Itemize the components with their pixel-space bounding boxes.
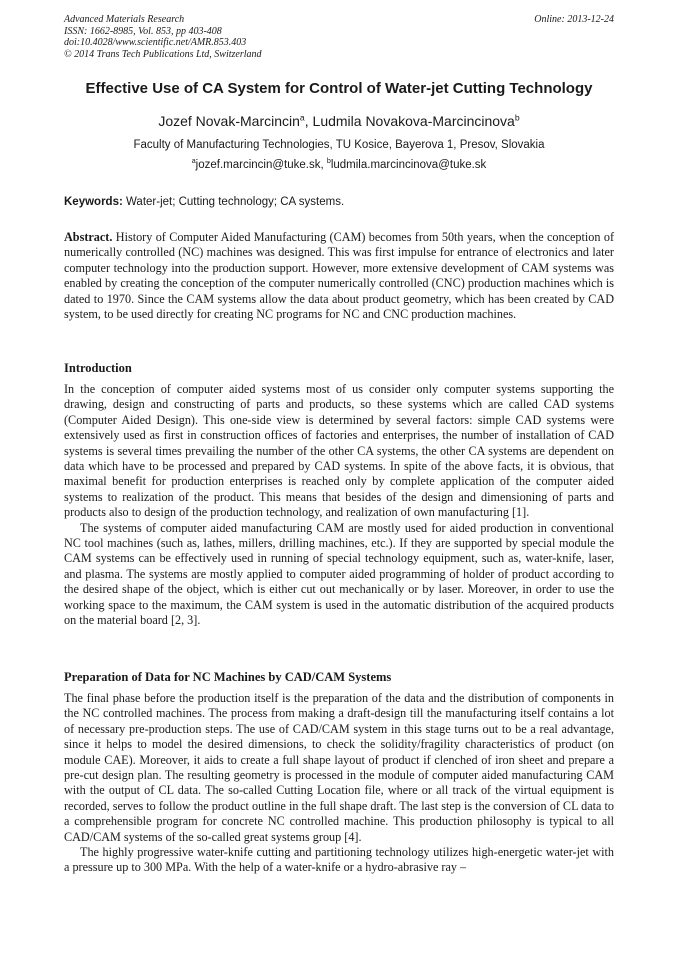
author-line [40, 112, 638, 130]
online-date: Online: 2013-12-24 [534, 14, 614, 25]
email-2: ludmila.marcincinova@tuke.sk [330, 159, 487, 171]
introduction-body [64, 382, 614, 629]
email-1-sup: a [191, 157, 196, 166]
keywords-label: Keywords: [64, 196, 123, 208]
paper-title: Effective Use of CA System for Control of Water-jet Cutting Technology [85, 80, 593, 97]
keywords [64, 195, 614, 209]
author-2-sup: b [514, 112, 520, 123]
paragraph: The systems of computer aided manufacturing CAM are mostly used for aided production in conventional NC tool machines (such as, lathes, millers, drilling machines, etc.). If they are supported by special module the CAM systems can be effectively used in running of special technology equipment, such as, water-knife, laser, and plasma. The systems are mostly applied to computer aided programming of holder of product according to the desired shape of the object, which is either cut out mechanically or by laser. Moreover, in order to use the working space to the maximum, the CAM system is used in the automatic distribution of the acquired products on the material board [2, 3]. [64, 520, 614, 628]
abstract-text: History of Computer Aided Manufacturing (CAM) becomes from 50th years, when the conception of numerically controlled (NC) machines was designed. This was first impulse for entrance of electronics and later computer technology into the production support. However, more extensive development of CAM systems was enabled by creating the conception of the computer numerically controlled (CNC) production machines which is dated to 1970. Since the CAM systems allow the data about product geometry, which has been created by CAD system, to be used directly for creating NC programs for NC and CNC production machines. [64, 230, 614, 322]
journal-name: Advanced Materials Research [64, 14, 185, 25]
email-2-sup: b [326, 157, 331, 166]
email-line [40, 158, 638, 172]
journal-header [64, 14, 614, 60]
publication-info [64, 14, 614, 60]
copyright-line: © 2014 Trans Tech Publications Ltd, Switzerland [64, 48, 262, 60]
preparation-body [64, 691, 614, 876]
paragraph: The highly progressive water-knife cutting and partitioning technology utilizes high-energetic water-jet with a pressure up to 300 MPa. With the help of a water-knife or a hydro-abrasive ray – [64, 845, 614, 875]
author-separator: , [304, 113, 313, 129]
affiliation: Faculty of Manufacturing Technologies, TU Kosice, Bayerova 1, Presov, Slovakia [133, 139, 545, 151]
author-2: Ludmila Novakova-Marcincinova [312, 113, 515, 129]
paragraph: The final phase before the production itself is the preparation of the data and the distribution of components in the NC controlled machines. The process from making a draft-design till the manufacturing itself contains a lot of necessary pre-production steps. The use of CAD/CAM system in this stage turns out to be a real advantage, since it helps to model the desired dimensions, to check the solidity/fragility characteristics of product (on module CAE). Moreover, it aids to create a full shape layout of product if clenched of iron sheet and prepare a pre-cut design plan. The resulting geometry is processed in the module of computer aided manufacturing CAM with the output of CL data. The so-called Cutting Location file, where or all track of the virtual equipment is recorded, serves to follow the product outline in the full shape draft. The last step is the conversion of CL data to a comprehensible program for concrete NC controlled machine. This production philosophy is typical to all CAD/CAM systems of the so-called great systems group [4]. [64, 691, 614, 844]
keywords-text: Water-jet; Cutting technology; CA systems. [122, 196, 345, 208]
section-heading-introduction: Introduction [64, 361, 132, 375]
author-1-sup: a [299, 112, 305, 123]
section-heading-preparation: Preparation of Data for NC Machines by CAD/CAM Systems [64, 670, 392, 684]
issn-line: ISSN: 1662-8985, Vol. 853, pp 403-408 [64, 25, 222, 37]
doi-line: doi:10.4028/www.scientific.net/AMR.853.403 [64, 37, 247, 48]
abstract-label: Abstract. [64, 230, 113, 244]
abstract [64, 230, 614, 322]
author-1: Jozef Novak-Marcincin [158, 113, 300, 129]
email-1: jozef.marcincin@tuke.sk, [195, 159, 327, 171]
paragraph: In the conception of computer aided systems most of us consider only computer systems supporting the drawing, design and constructing of parts and products, so these systems which are called CAD systems (Computer Aided Design). This one-side view is determined by several factors: simple CAD systems were extensively used as first in construction offices of factories and enterprises, the number of installation of CAD systems is several times prevailing the number of the other CA systems, the other CA systems are dependent on data which have to be processed and prepared by CAD systems. In spite of the above facts, it is obvious, that maximal benefit for production enterprises is reached only by complete application of the computer aided systems to realization of the product. This means that besides of the design and dimensioning of parts and products also to design of the production technology, and realization of own manufacturing [1]. [64, 382, 614, 520]
